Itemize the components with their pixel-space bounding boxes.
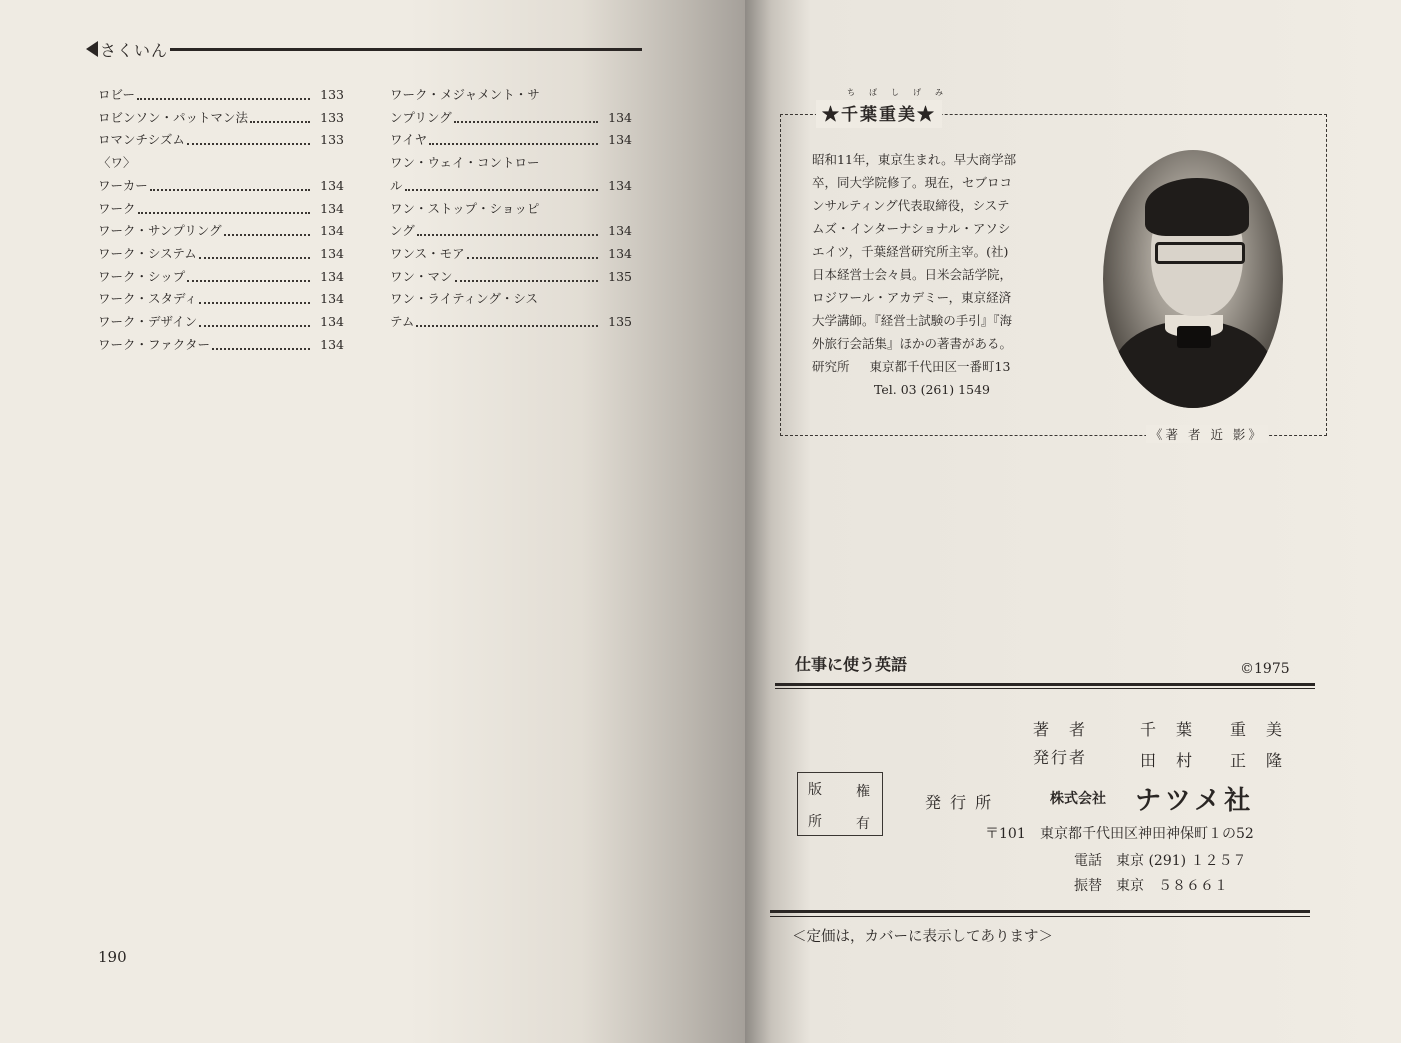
index-page: 134 <box>320 268 344 284</box>
price-note: ＜定価は，カバーに表示してあります＞ <box>792 929 1053 945</box>
index-entry <box>390 221 632 241</box>
page-number: 190 <box>98 948 127 966</box>
index-term: ロビー <box>98 87 136 102</box>
author-tel: Tel. 03 (261) 1549 <box>873 382 990 397</box>
index-entry <box>390 199 632 219</box>
index-leader-dots <box>187 143 310 145</box>
index-entry <box>390 312 632 332</box>
company-furikae: 振替 東京 ５８６６１ <box>1074 878 1228 894</box>
index-term: テム <box>390 314 415 329</box>
company-phone: 電話 東京 (291) １２５７ <box>1074 853 1247 869</box>
index-column-2 <box>390 85 632 345</box>
index-term: 〈ワ〉 <box>98 155 136 171</box>
price-rule-thin <box>770 916 1310 917</box>
author-credit: 千 葉 重 美 <box>1140 720 1285 739</box>
index-page: 134 <box>608 109 632 125</box>
bio-line: 外旅行会話集』ほかの著書がある。 <box>812 336 1013 351</box>
index-page: 134 <box>320 314 344 329</box>
author-address-line <box>812 355 1057 378</box>
index-leader-dots <box>187 280 310 282</box>
index-term: ル <box>390 177 403 193</box>
index-page: 134 <box>608 177 632 193</box>
index-header-title: さくいん <box>100 41 169 60</box>
index-page: 133 <box>320 109 344 125</box>
bio-lines <box>812 148 1057 355</box>
index-entry <box>390 130 632 150</box>
index-term: ワイヤ <box>390 132 428 148</box>
index-term: ワン・ウェイ・コントロー <box>390 155 540 171</box>
index-term: ワン・ライティング・シス <box>390 291 539 307</box>
index-leader-dots <box>224 234 310 236</box>
index-term: ング <box>390 223 415 239</box>
bio-line: ムズ・インターナショナル・アソシ <box>812 221 1011 236</box>
index-leader-dots <box>454 121 598 123</box>
index-column-1 <box>98 85 344 365</box>
stamp-char-3: 所 <box>808 814 822 830</box>
index-entry <box>390 244 632 264</box>
author-bio <box>812 148 1057 401</box>
index-term: ワーク・シップ <box>98 268 186 284</box>
index-term: ワーカー <box>98 177 148 193</box>
copyright: ©1975 <box>1240 661 1290 677</box>
index-leader-dots <box>150 189 310 191</box>
index-entry <box>390 153 632 173</box>
index-entry <box>98 199 344 219</box>
author-photo <box>1103 150 1283 408</box>
index-entry <box>98 289 344 309</box>
index-page: 135 <box>608 314 632 329</box>
photo-hair <box>1145 178 1249 236</box>
index-entry <box>98 335 344 355</box>
index-page: 134 <box>320 245 344 261</box>
index-leader-dots <box>199 257 310 259</box>
index-entry <box>98 176 344 196</box>
stamp-char-2: 権 <box>856 784 870 800</box>
index-leader-dots <box>250 121 310 123</box>
stamp-char-1: 版 <box>808 782 822 798</box>
author-name-ruby: ちばしげみ <box>847 88 957 97</box>
stamp-char-4: 有 <box>856 816 870 832</box>
bio-line: 昭和11年，東京生まれ。早大商学部 <box>812 152 1017 167</box>
index-page: 134 <box>608 132 632 148</box>
index-leader-dots <box>138 212 310 214</box>
colophon-rule-thin <box>775 688 1315 689</box>
index-page: 134 <box>320 200 344 216</box>
index-entry <box>390 176 632 196</box>
index-term: ロビンソン・パットマン法 <box>98 109 249 125</box>
company-address: 東京都千代田区神田神保町１の52 <box>1040 826 1254 842</box>
photo-glasses <box>1155 242 1245 264</box>
bio-line: 日本経営士会々員。日米会話学院， <box>812 267 1013 282</box>
bio-line: 大学講師。『経営士試験の手引』『海 <box>812 313 1013 328</box>
index-leader-dots <box>429 143 598 145</box>
book-title: 仕事に使う英語 <box>795 655 908 674</box>
triangle-marker-icon <box>86 41 98 57</box>
index-leader-dots <box>212 348 310 350</box>
bio-line: ンサルティング代表取締役，システ <box>812 198 1010 213</box>
address-label: 研究所 <box>812 359 850 374</box>
index-term: ワーク・ファクター <box>98 336 211 352</box>
photo-bowtie <box>1177 326 1211 348</box>
index-entry <box>98 153 344 173</box>
index-page: 134 <box>320 223 344 239</box>
index-entry <box>390 289 632 309</box>
index-leader-dots <box>455 280 598 282</box>
index-page: 134 <box>320 291 344 307</box>
photo-caption: 《著 者 近 影》 <box>1146 425 1268 443</box>
index-term: ワーク・スタディ <box>98 291 198 307</box>
index-entry <box>98 312 344 332</box>
index-entry <box>390 108 632 128</box>
index-page: 134 <box>320 336 344 352</box>
index-term: ンプリング <box>390 109 452 125</box>
index-term: ワーク・デザイン <box>98 314 198 329</box>
postal-code: 〒101 <box>985 826 1026 842</box>
index-page: 134 <box>608 223 632 239</box>
index-term: ワーク・サンプリング <box>98 223 222 239</box>
publisher-person: 田 村 正 隆 <box>1140 751 1285 770</box>
author-name: ★千葉重美★ <box>816 100 942 128</box>
bio-line: ロジワール・アカデミー，東京経済 <box>812 290 1012 305</box>
index-term: ワーク <box>98 200 136 216</box>
copyright-stamp <box>797 772 883 836</box>
index-page: 134 <box>608 245 632 261</box>
index-header <box>86 38 642 60</box>
index-page: 135 <box>608 268 632 284</box>
publisher-person-label: 発行者 <box>1033 748 1088 767</box>
bio-line: 卒，同大学院修了。現在，セブロコ <box>812 175 1013 190</box>
index-leader-dots <box>137 98 310 100</box>
author-tel-line <box>812 378 1057 401</box>
price-rule-thick <box>770 910 1310 913</box>
company-name: ナツメ社 <box>1135 786 1255 816</box>
index-leader-dots <box>405 189 598 191</box>
index-term: ワーク・システム <box>98 245 197 261</box>
index-term: ワーク・メジャメント・サ <box>390 87 540 102</box>
index-term: ワンス・モア <box>390 245 465 261</box>
index-leader-dots <box>416 325 598 327</box>
index-leader-dots <box>467 257 598 259</box>
index-page: 133 <box>320 87 344 102</box>
publisher-label: 発 行 所 <box>925 793 994 812</box>
company-prefix: 株式会社 <box>1050 791 1106 807</box>
index-leader-dots <box>199 302 310 304</box>
index-page: 133 <box>320 132 344 148</box>
index-term: ロマンチシズム <box>98 132 185 148</box>
bio-line: エイツ，千葉経営研究所主宰。(社) <box>812 244 1009 259</box>
colophon-rule-thick <box>775 683 1315 686</box>
author-label: 著 者 <box>1033 720 1088 739</box>
index-entry <box>98 130 344 150</box>
index-leader-dots <box>199 325 310 327</box>
index-entry <box>98 108 344 128</box>
index-term: ワン・マン <box>390 268 453 284</box>
index-entry <box>98 221 344 241</box>
index-entry <box>98 267 344 287</box>
index-entry <box>390 267 632 287</box>
header-rule <box>170 48 642 51</box>
index-entry <box>98 244 344 264</box>
index-term: ワン・ストップ・ショッピ <box>390 200 540 216</box>
index-entry <box>98 85 344 105</box>
index-page: 134 <box>320 177 344 193</box>
index-leader-dots <box>417 234 598 236</box>
address-text: 東京都千代田区一番町13 <box>869 359 1011 374</box>
index-entry <box>390 85 632 105</box>
